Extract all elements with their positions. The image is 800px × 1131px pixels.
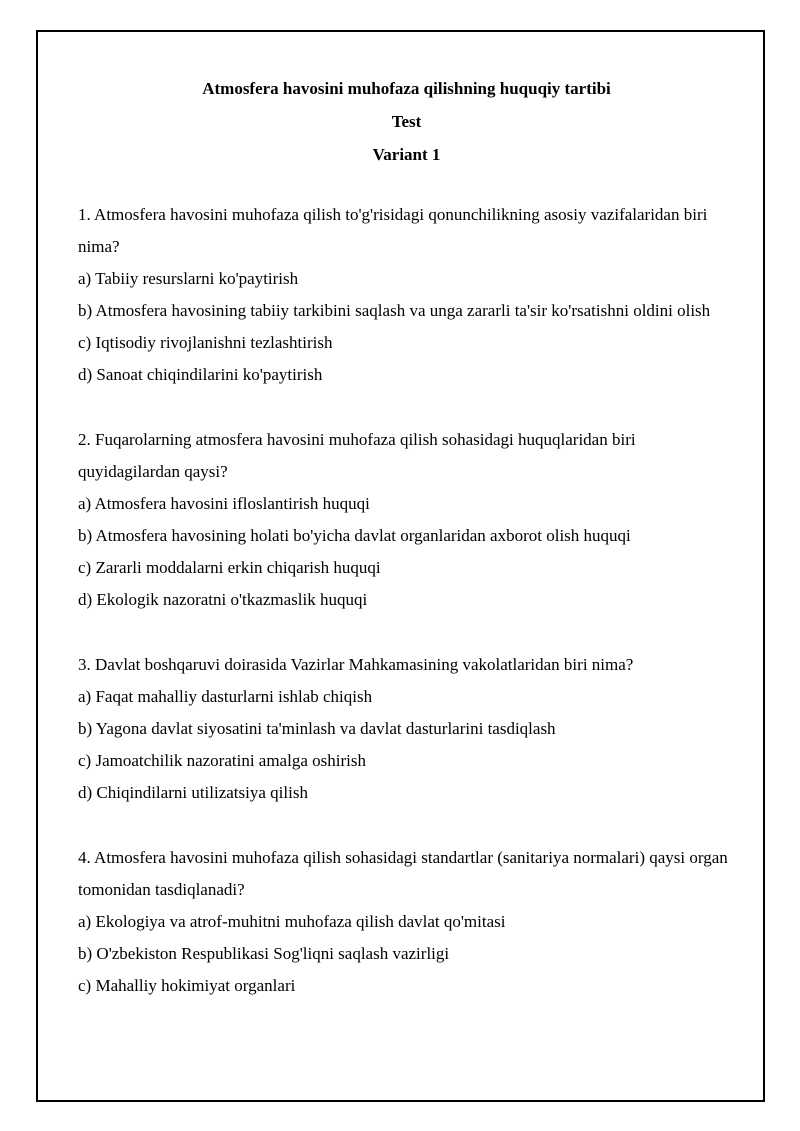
question-4-option-b: b) O'zbekiston Respublikasi Sog'liqni saqlash vazirligi [78, 944, 450, 963]
question-2-option-c: c) Zararli moddalarni erkin chiqarish huquqi [78, 558, 381, 577]
question-3-option-d: d) Chiqindilarni utilizatsiya qilish [78, 783, 308, 802]
question-1-option-c: c) Iqtisodiy rivojlanishni tezlashtirish [78, 333, 333, 352]
question-2-text: 2. Fuqarolarning atmosfera havosini muhofaza qilish sohasidagi huquqlaridan biri quyidagilardan qaysi? [78, 430, 636, 481]
question-2 [78, 424, 735, 616]
question-1-option-b: b) Atmosfera havosining tabiiy tarkibini saqlash va unga zararli ta'sir ko'rsatishni oldini olish [78, 301, 711, 320]
document-subtitle: Test [391, 112, 422, 131]
question-4-text: 4. Atmosfera havosini muhofaza qilish sohasidagi standartlar (sanitariya normalari) qaysi organ tomonidan tasdiqlanadi? [78, 848, 728, 899]
document-header [78, 72, 735, 171]
question-3 [78, 649, 735, 809]
document-content [78, 72, 735, 1002]
question-3-option-b: b) Yagona davlat siyosatini ta'minlash va davlat dasturlarini tasdiqlash [78, 719, 556, 738]
document-variant: Variant 1 [372, 145, 441, 164]
question-3-option-c: c) Jamoatchilik nazoratini amalga oshirish [78, 751, 366, 770]
question-2-option-d: d) Ekologik nazoratni o'tkazmaslik huquqi [78, 590, 368, 609]
question-1-text: 1. Atmosfera havosini muhofaza qilish to'g'risidagi qonunchilikning asosiy vazifalaridan biri nima? [78, 205, 708, 256]
question-2-option-b: b) Atmosfera havosining holati bo'yicha davlat organlaridan axborot olish huquqi [78, 526, 631, 545]
question-4 [78, 842, 735, 1002]
question-4-option-a: a) Ekologiya va atrof-muhitni muhofaza qilish davlat qo'mitasi [78, 912, 506, 931]
question-3-text: 3. Davlat boshqaruvi doirasida Vazirlar Mahkamasining vakolatlaridan biri nima? [78, 655, 634, 674]
question-4-option-c: c) Mahalliy hokimiyat organlari [78, 976, 296, 995]
document-title: Atmosfera havosini muhofaza qilishning huquqiy tartibi [202, 79, 611, 98]
question-3-option-a: a) Faqat mahalliy dasturlarni ishlab chiqish [78, 687, 373, 706]
question-1-option-a: a) Tabiiy resurslarni ko'paytirish [78, 269, 299, 288]
question-1-option-d: d) Sanoat chiqindilarini ko'paytirish [78, 365, 323, 384]
question-1 [78, 199, 735, 391]
question-2-option-a: a) Atmosfera havosini ifloslantirish huquqi [78, 494, 370, 513]
